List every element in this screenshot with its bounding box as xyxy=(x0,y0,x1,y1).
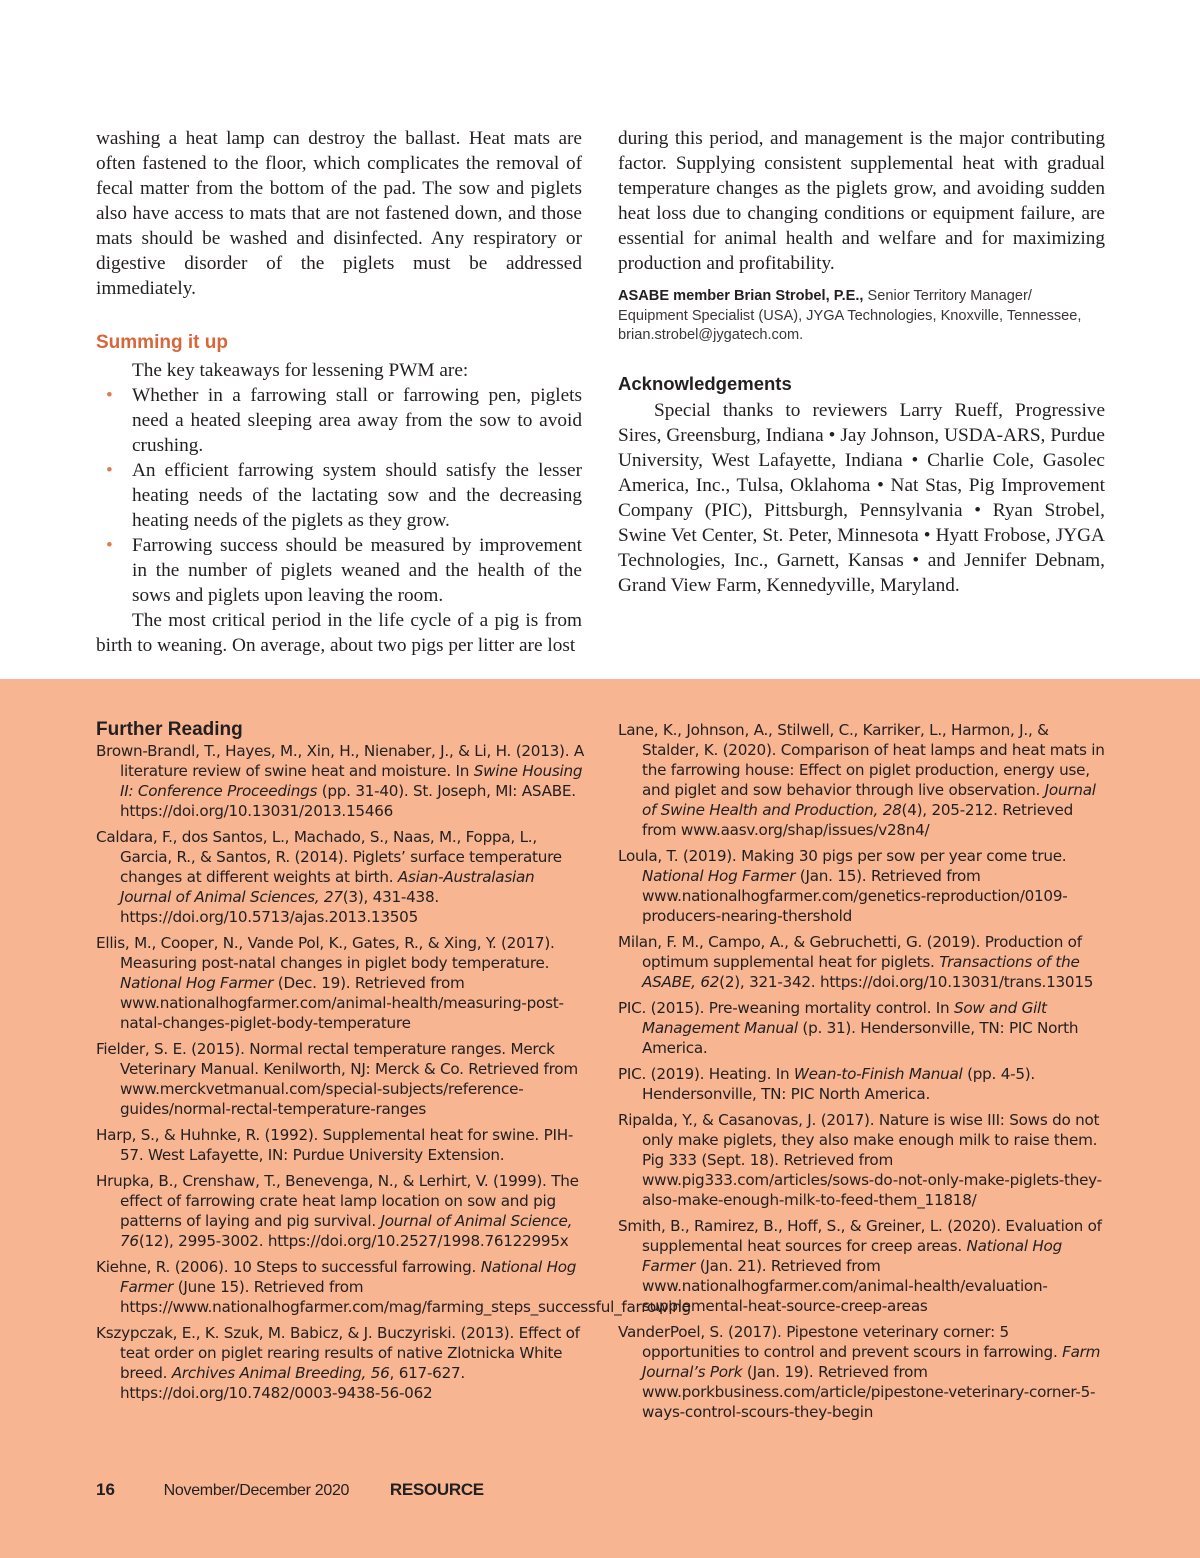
reference-source-title: Asian-Australasian Journal of Animal Sciences, 27 xyxy=(120,868,535,906)
reference-text: (pp. 4-5). Hendersonville, TN: PIC North America. xyxy=(642,1065,1036,1103)
reference-source-title: Wean-to-Finish Manual xyxy=(793,1065,963,1083)
reference-entry xyxy=(96,1257,691,1317)
reference-text: (2), 321-342. https://doi.org/10.13031/trans.13015 xyxy=(719,973,1094,991)
reference-source-title: Swine Housing II: Conference Proceedings xyxy=(120,762,583,800)
reference-text: Kiehne, R. (2006). 10 Steps to successful farrowing. xyxy=(96,1258,481,1276)
reference-text: (3), 431-438. https://doi.org/10.5713/ajas.2013.13505 xyxy=(120,888,439,926)
section-heading: Summing it up xyxy=(96,332,228,353)
list-item xyxy=(96,533,582,608)
bullet-text: Whether in a farrowing stall or farrowing pen, piglets need a heated sleeping area away from the sow to avoid crushing. xyxy=(132,385,582,456)
reference-text: Brown-Brandl, T., Hayes, M., Xin, H., Nienaber, J., & Li, H. (2013). A literature review of swine heat and moisture. In xyxy=(96,742,584,780)
takeaways-list xyxy=(96,383,582,608)
takeaways-intro: The key takeaways for lessening PWM are: xyxy=(132,360,469,381)
reference-entry xyxy=(96,1125,586,1165)
author-name: ASABE member Brian Strobel, P.E., xyxy=(618,288,864,304)
reference-entry xyxy=(96,827,586,927)
reference-list-left xyxy=(96,741,691,1409)
reference-source-title: Archives Animal Breeding, 56 xyxy=(171,1364,390,1382)
issue-date: November/December 2020 xyxy=(163,1482,350,1499)
list-item xyxy=(96,383,582,458)
acknowledgements-heading: Acknowledgements xyxy=(618,372,792,394)
reference-entry xyxy=(96,1171,586,1251)
reference-text: Smith, B., Ramirez, B., Hoff, S., & Greiner, L. (2020). Evaluation of supplemental heat sources for creep areas. xyxy=(618,1217,1102,1255)
reference-text: , 617-627. https://doi.org/10.7482/0003-9438-56-062 xyxy=(120,1364,465,1402)
bullet-text: Farrowing success should be measured by improvement in the number of piglets weaned and the health of the sows and piglets upon leaving the room. xyxy=(132,535,582,606)
further-reading-title: Further Reading xyxy=(96,719,243,740)
reference-text: Kszypczak, E., K. Szuk, M. Babicz, & J. Buczyriski. (2013). Effect of teat order on piglet rearing results of native Zlotnicka White breed. xyxy=(96,1324,580,1382)
page-footer xyxy=(96,1478,484,1502)
reference-text: Lane, K., Johnson, A., Stilwell, C., Karriker, L., Harmon, J., & Stalder, K. (2020). Comparison of heat lamps and heat mats in the farrowing house: Effect on piglet production, energy use, and piglet and sow behavior through live observation. xyxy=(618,721,1105,799)
list-item xyxy=(96,458,582,533)
magazine-name: RESOURCE xyxy=(389,1480,484,1499)
reference-text: Fielder, S. E. (2015). Normal rectal temperature ranges. Merck Veterinary Manual. Kenilworth, NJ: Merck & Co. Retrieved from www.merckvetmanual.com/special-subjects/reference-guides/normal-rectal-temperature-ranges xyxy=(96,1040,578,1118)
article-left-column xyxy=(96,126,582,658)
reference-source-title: National Hog Farmer xyxy=(120,1258,577,1296)
reference-entry xyxy=(96,1039,586,1119)
reference-text: Caldara, F., dos Santos, L., Machado, S., Naas, M., Foppa, L., Garcia, R., & Santos, R. (2014). Piglets’ surface temperature changes at different weights at birth. xyxy=(96,828,562,886)
reference-text: (Jan. 19). Retrieved from www.porkbusiness.com/article/pipestone-veterinary-corner-5-ways-control-scours-they-begin xyxy=(642,1363,1096,1421)
bullet-icon: • xyxy=(106,460,113,481)
reference-source-title: National Hog Farmer xyxy=(120,974,274,992)
article-paragraph: during this period, and management is the major contributing factor. Supplying consistent supplemental heat with gradual temperature changes as the piglets grow, and avoiding sudden heat loss due to changing conditions or equipment failure, are essential for animal health and welfare and for maximizing production and profitability. xyxy=(618,128,1105,274)
reference-text: (June 15). Retrieved from https://www.nationalhogfarmer.com/mag/farming_steps_successful_farrowing xyxy=(120,1278,691,1316)
reference-entry xyxy=(96,933,586,1033)
reference-source-title: Journal of Swine Health and Production, 28 xyxy=(642,781,1096,819)
reference-text: Ellis, M., Cooper, N., Vande Pol, K., Gates, R., & Xing, Y. (2017). Measuring post-natal changes in piglet body temperature. xyxy=(96,934,555,972)
reference-text: Loula, T. (2019). Making 30 pigs per sow per year come true. xyxy=(618,847,1067,865)
reference-text: Harp, S., & Huhnke, R. (1992). Supplemental heat for swine. PIH-57. West Lafayette, IN: Purdue University Extension. xyxy=(96,1126,574,1164)
reference-entry xyxy=(618,846,1110,926)
reference-text: Hrupka, B., Crenshaw, T., Benevenga, N., & Lerhirt, V. (1999). The effect of farrowing crate heat lamp location on sow and pig patterns of laying and pig survival. xyxy=(96,1172,579,1230)
bullet-icon: • xyxy=(106,385,113,406)
author-details: Senior Territory Manager/ Equipment Specialist (USA), JYGA Technologies, Knoxville, Tennessee, brian.strobel@jygatech.com. xyxy=(618,288,1082,343)
bullet-text: An efficient farrowing system should satisfy the lesser heating needs of the lactating sow and the decreasing heating needs of the piglets as they grow. xyxy=(132,460,582,531)
reference-text: PIC. (2019). Heating. In xyxy=(618,1065,794,1083)
reference-entry xyxy=(618,1216,1110,1316)
author-bio xyxy=(618,287,1105,346)
article-right-column xyxy=(618,126,1105,598)
reference-text: Ripalda, Y., & Casanovas, J. (2017). Nature is wise III: Sows do not only make piglets, they also make enough milk to raise them. Pig 333 (Sept. 18). Retrieved from www.pig333.com/articles/sows-do-not-only-make-piglets-they-also-make-enough-milk-to-feed-them_11818/ xyxy=(618,1111,1102,1209)
reference-entry xyxy=(618,998,1110,1058)
bullet-icon: • xyxy=(106,535,113,556)
reference-source-title: National Hog Farmer xyxy=(642,867,796,885)
reference-text: (12), 2995-3002. https://doi.org/10.2527/1998.76122995x xyxy=(138,1232,569,1250)
reference-list-right xyxy=(618,720,1110,1428)
reference-entry xyxy=(618,932,1110,992)
reference-text: (Dec. 19). Retrieved from www.nationalhogfarmer.com/animal-health/measuring-post-natal-changes-piglet-body-temperature xyxy=(120,974,564,1032)
reference-source-title: Journal of Animal Science, 76 xyxy=(120,1212,573,1250)
reference-entry xyxy=(618,1322,1110,1422)
reference-source-title: National Hog Farmer xyxy=(642,1237,1062,1275)
reference-text: Milan, F. M., Campo, A., & Gebruchetti, G. (2019). Production of optimum supplemental heat for piglets. xyxy=(618,933,1082,971)
article-paragraph: The most critical period in the life cycle of a pig is from birth to weaning. On average, about two pigs per litter are lost xyxy=(96,610,582,656)
reference-entry xyxy=(618,1110,1110,1210)
reference-source-title: Transactions of the ASABE, 62 xyxy=(642,953,1080,991)
reference-entry xyxy=(96,741,586,821)
reference-text: PIC. (2015). Pre-weaning mortality control. In xyxy=(618,999,954,1017)
reference-text: (pp. 31-40). St. Joseph, MI: ASABE. https://doi.org/10.13031/2013.15466 xyxy=(120,782,576,820)
reference-text: (p. 31). Hendersonville, TN: PIC North America. xyxy=(642,1019,1079,1057)
reference-text: (Jan. 15). Retrieved from www.nationalhogfarmer.com/genetics-reproduction/0109-producers-nearing-thershold xyxy=(642,867,1068,925)
reference-source-title: Farm Journal’s Pork xyxy=(642,1343,1101,1381)
reference-text: (4), 205-212. Retrieved from www.aasv.org/shap/issues/v28n4/ xyxy=(642,801,1074,839)
reference-entry xyxy=(618,720,1110,840)
reference-text: (Jan. 21). Retrieved from www.nationalhogfarmer.com/animal-health/evaluation-supplemental-heat-source-creep-areas xyxy=(642,1257,1048,1315)
reference-source-title: Sow and Gilt Management Manual xyxy=(642,999,1047,1037)
reference-entry xyxy=(96,1323,586,1403)
article-paragraph: washing a heat lamp can destroy the ballast. Heat mats are often fastened to the floor, which complicates the removal of fecal matter from the bottom of the pad. The sow and piglets also have access to mats that are not fastened down, and those mats should be washed and disinfected. Any respiratory or digestive disorder of the piglets must be addressed immediately. xyxy=(96,128,582,299)
acknowledgements-text: Special thanks to reviewers Larry Rueff, Progressive Sires, Greensburg, Indiana • Jay Johnson, USDA-ARS, Purdue University, West Lafayette, Indiana • Charlie Cole, Gasolec America, Inc., Tulsa, Oklahoma • Nat Stas, Pig Improvement Company (PIC), Pittsburgh, Pennsylvania • Ryan Strobel, Swine Vet Center, St. Peter, Minnesota • Hyatt Frobose, JYGA Technologies, Inc., Garnett, Kansas • and Jennifer Debnam, Grand View Farm, Kennedyville, Maryland. xyxy=(618,399,1105,596)
page-number: 16 xyxy=(96,1480,115,1499)
reference-text: VanderPoel, S. (2017). Pipestone veterinary corner: 5 opportunities to control and prevent scours in farrowing. xyxy=(618,1323,1063,1361)
reference-entry xyxy=(618,1064,1110,1104)
